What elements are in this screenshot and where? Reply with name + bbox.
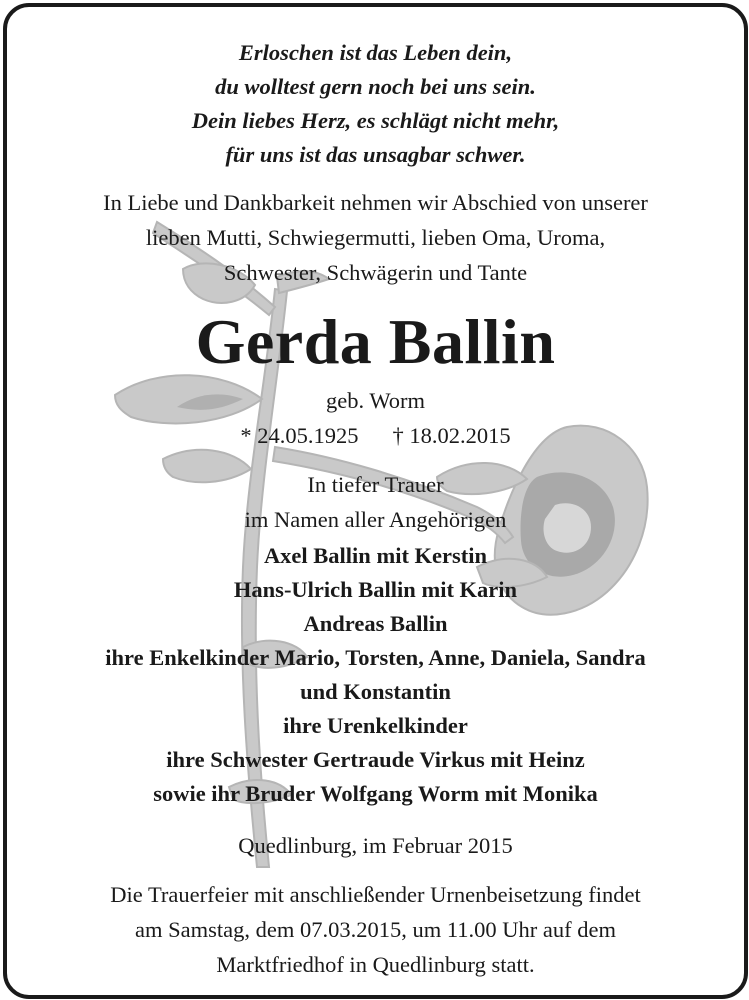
funeral-line: Marktfriedhof in Quedlinburg statt. [216,952,535,977]
mourner-line: Andreas Ballin [303,611,448,636]
mourning-line: im Namen aller Angehörigen [244,507,507,532]
mourner-line: Axel Ballin mit Kerstin [263,543,488,568]
intro-line: Schwester, Schwägerin und Tante [223,260,528,285]
mourner-line: ihre Enkelkinder Mario, Torsten, Anne, Daniela, Sandra [105,645,646,670]
birth-name: geb. Worm [325,388,425,413]
mourner-line: sowie ihr Bruder Wolfgang Worm mit Monika [153,781,598,806]
mourning-line: In tiefer Trauer [307,472,444,497]
place-date: Quedlinburg, im Februar 2015 [238,833,513,858]
mourner-line: ihre Schwester Gertraude Virkus mit Heinz [166,747,585,772]
poem-line: für uns ist das unsagbar schwer. [225,142,526,167]
poem-line: Erloschen ist das Leben dein, [238,40,513,65]
mourner-line: und Konstantin [300,679,451,704]
mourner-line: Hans-Ulrich Ballin mit Karin [233,577,518,602]
obituary-text [7,7,744,995]
deceased-name: Gerda Ballin [195,306,556,377]
intro-line: lieben Mutti, Schwiegermutti, lieben Oma, Uroma, [145,225,606,250]
birth-date: * 24.05.1925 [240,423,359,448]
life-dates [7,423,744,449]
poem-line: Dein liebes Herz, es schlägt nicht mehr, [191,108,560,133]
mourner-line: ihre Urenkelkinder [283,713,468,738]
poem-line: du wolltest gern noch bei uns sein. [215,74,536,99]
intro-line: In Liebe und Dankbarkeit nehmen wir Abschied von unserer [103,190,648,215]
funeral-line: Die Trauerfeier mit anschließender Urnenbeisetzung findet [110,882,641,907]
funeral-line: am Samstag, dem 07.03.2015, um 11.00 Uhr auf dem [135,917,616,942]
death-date: † 18.02.2015 [392,423,511,448]
obituary-card [3,3,748,999]
